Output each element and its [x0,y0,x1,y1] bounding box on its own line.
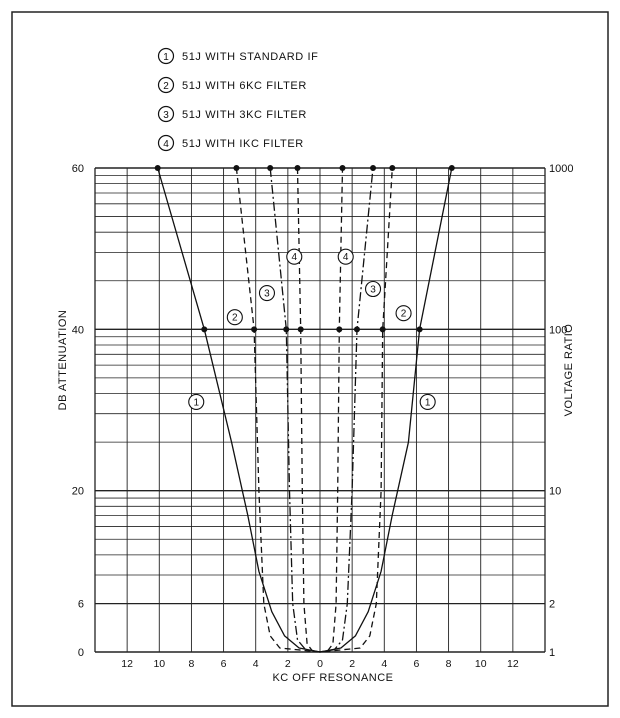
legend-number-4: 4 [163,139,169,150]
y-left-tick-label: 20 [71,485,84,498]
data-point-marker [389,165,395,171]
curve-2 [236,168,392,652]
x-tick-label: 0 [317,658,323,670]
curve-label-4: 4 [291,252,298,264]
curve-label-1: 1 [424,397,431,409]
curve-label-3: 3 [264,288,270,300]
curve-label-3: 3 [370,284,376,296]
data-point-marker [298,326,304,332]
data-point-marker [267,165,273,171]
data-point-marker [336,326,342,332]
y-left-tick-label: 0 [77,647,84,659]
x-axis-label: KC OFF RESONANCE [272,672,394,684]
data-point-marker [370,165,376,171]
data-point-marker [449,165,455,171]
x-tick-label: 2 [284,658,291,670]
outer-frame [12,12,608,706]
x-tick-label: 12 [507,658,519,670]
y-left-tick-label: 6 [77,598,84,611]
data-point-marker [380,326,386,332]
data-point-marker [417,326,423,332]
data-point-marker [201,326,207,332]
x-tick-label: 4 [381,658,388,670]
legend-label-4: 51J WITH IKC FILTER [182,138,304,150]
data-point-marker [295,165,301,171]
x-tick-label: 12 [121,658,133,670]
y-right-tick-label: 2 [549,598,556,611]
x-tick-label: 8 [445,658,452,670]
x-tick-label: 10 [474,658,487,670]
grid [95,168,545,652]
y-right-tick-label: 1000 [549,163,574,175]
curve-3 [270,168,373,652]
legend-number-1: 1 [163,52,169,63]
data-point-marker [340,165,346,171]
legend-label-1: 51J WITH STANDARD IF [182,51,319,63]
x-tick-label: 2 [349,658,356,670]
curve-label-2: 2 [400,308,407,320]
data-point-marker [354,326,360,332]
x-tick-label: 6 [413,658,420,670]
y-axis-label-left: DB ATTENUATION [57,309,69,411]
legend [159,49,319,151]
data-point-marker [233,165,239,171]
curve-1 [158,168,452,652]
y-left-tick-label: 40 [71,324,84,337]
legend-label-2: 51J WITH 6KC FILTER [182,80,307,92]
tick-labels [72,163,574,670]
legend-number-2: 2 [163,81,169,92]
curves [158,168,452,652]
y-left-tick-label: 60 [71,163,84,175]
y-right-tick-label: 1 [549,647,556,659]
x-tick-label: 8 [188,658,195,670]
data-point-marker [283,326,289,332]
y-axis-label-right: VOLTAGE RATIO [563,323,575,417]
x-tick-label: 10 [153,658,166,670]
x-tick-label: 6 [220,658,227,670]
data-point-marker [251,326,257,332]
markers [155,165,455,332]
y-right-tick-label: 10 [549,485,562,498]
legend-number-3: 3 [163,110,169,121]
legend-label-3: 51J WITH 3KC FILTER [182,109,307,121]
curve-label-1: 1 [193,397,200,409]
x-tick-label: 4 [252,658,259,670]
curve-label-2: 2 [232,312,238,324]
y-right-tick-label: 100 [549,324,568,337]
curve-label-4: 4 [342,252,349,264]
data-point-marker [155,165,161,171]
